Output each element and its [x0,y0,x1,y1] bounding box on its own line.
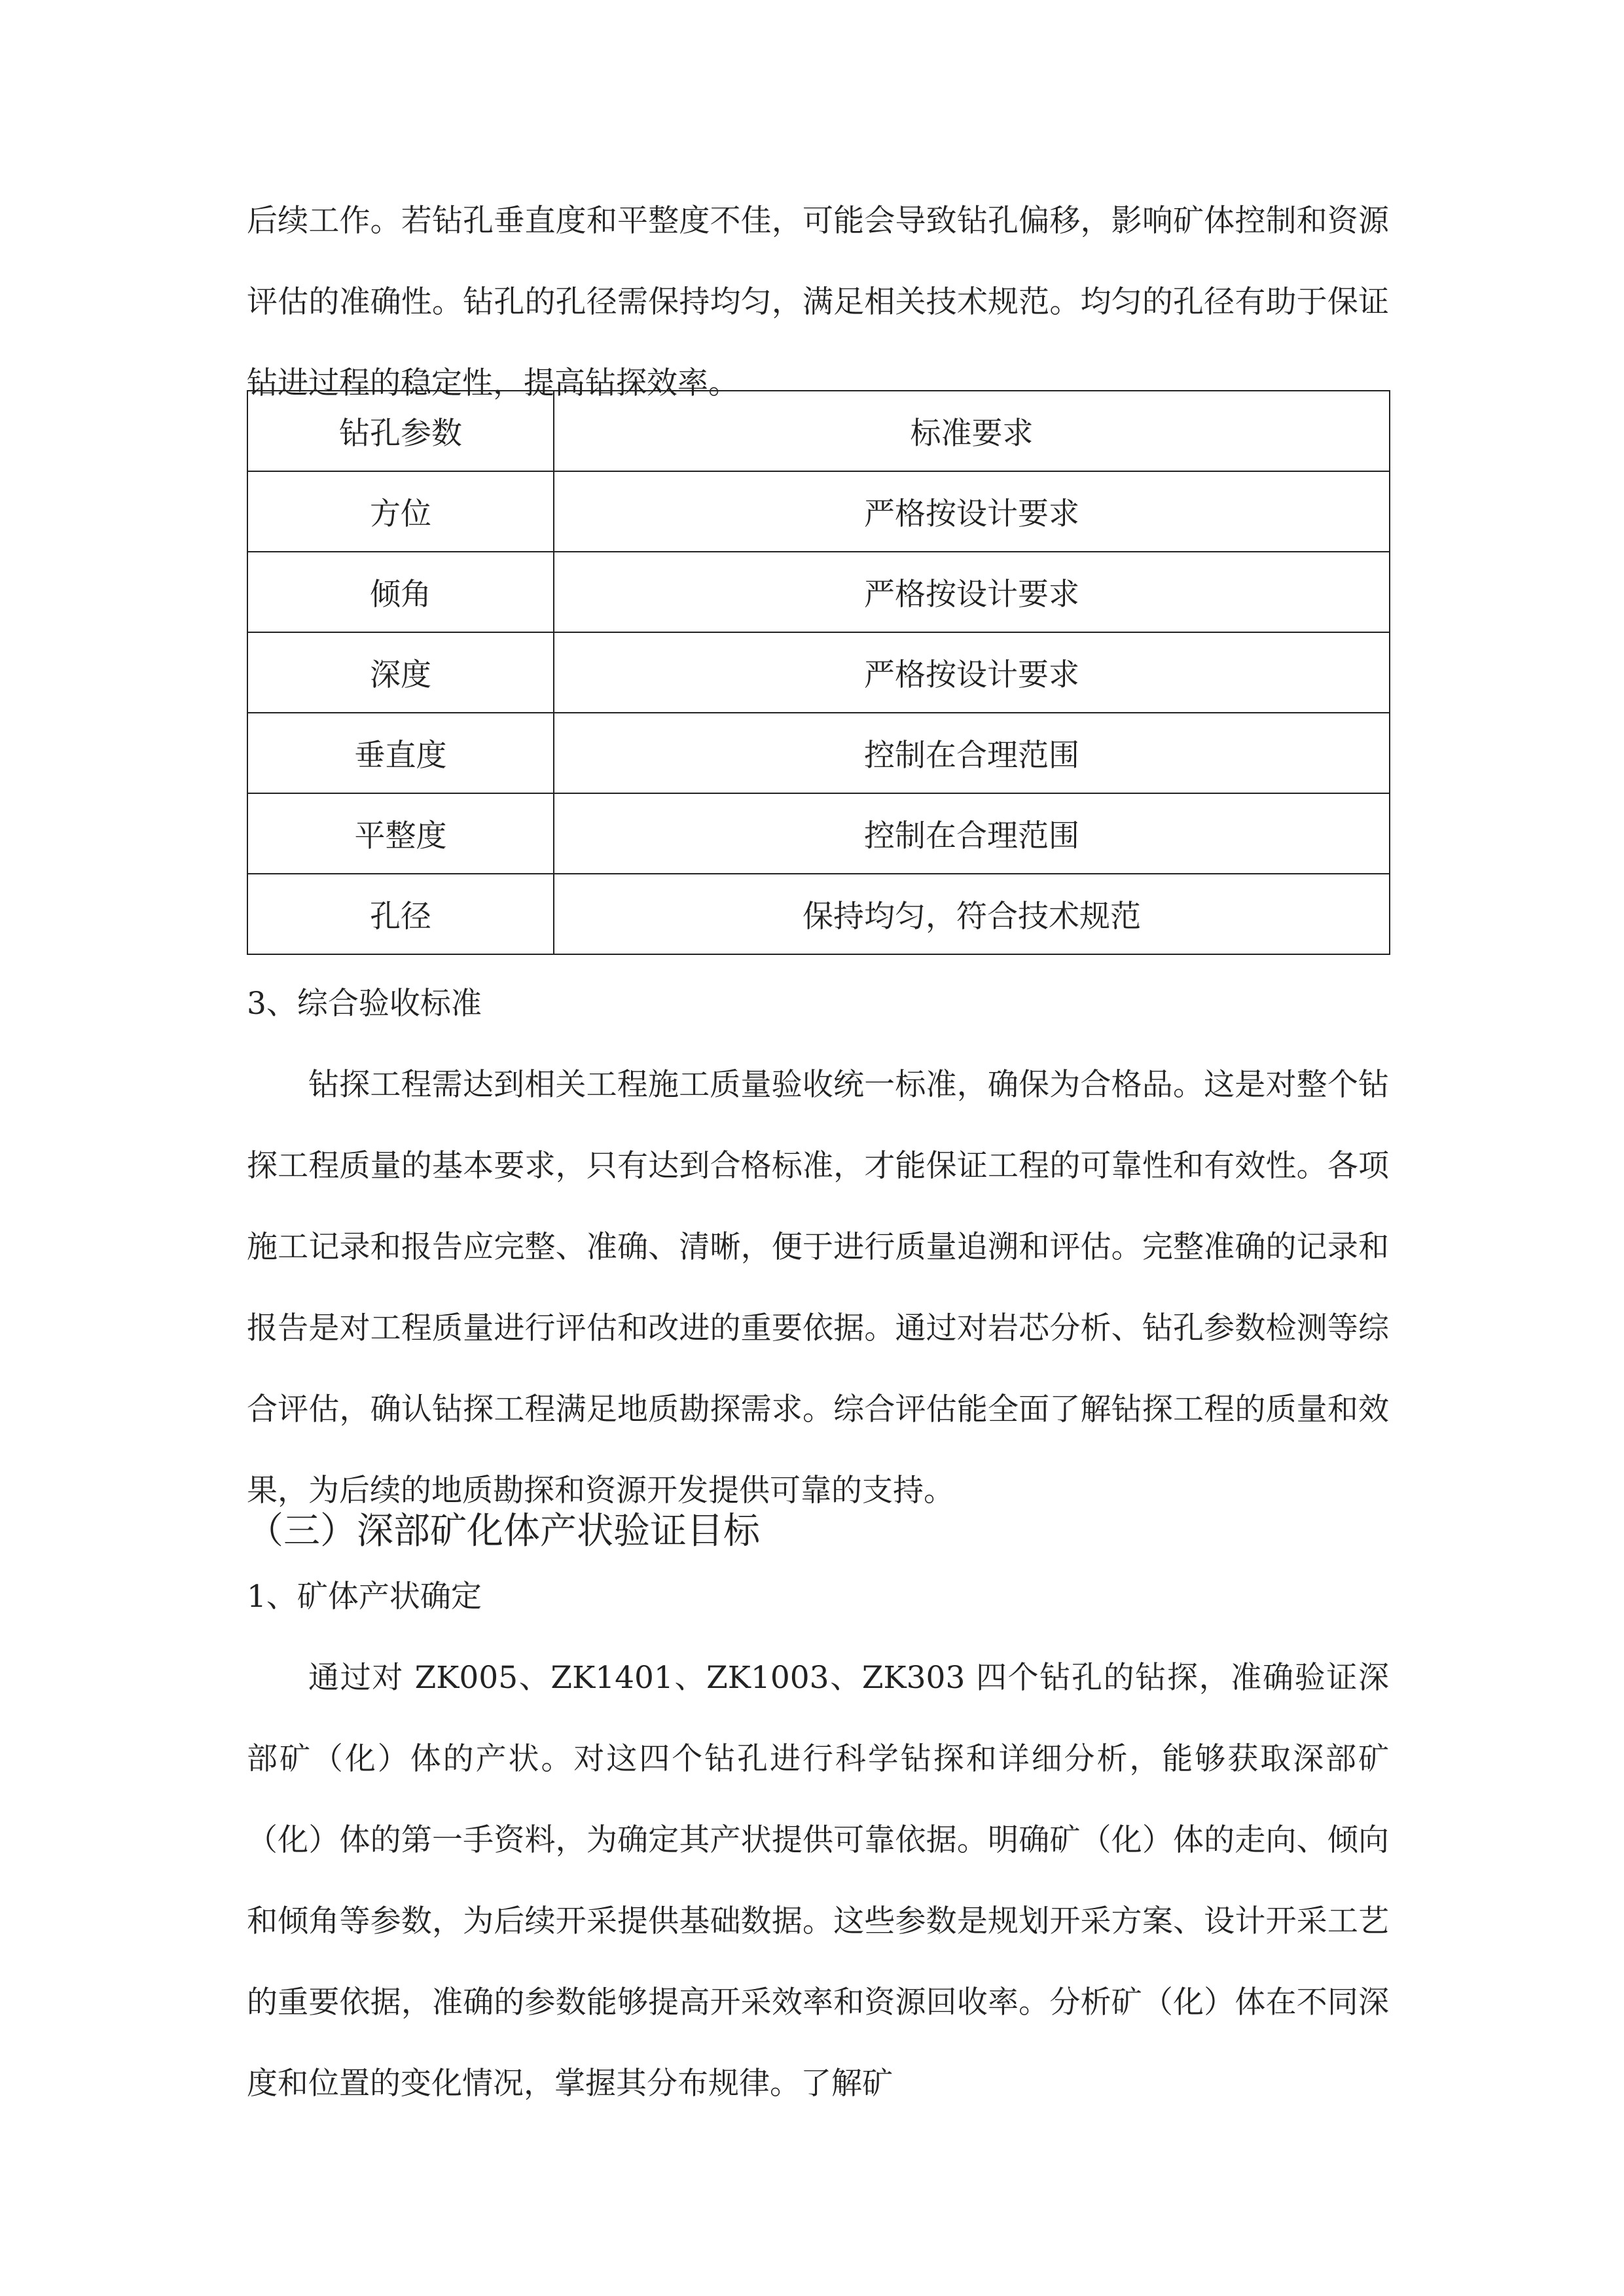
subsection-1 [247,1556,1389,2125]
intro-paragraph: 后续工作。若钻孔垂直度和平整度不佳，可能会导致钻孔偏移，影响矿体控制和资源评估的准确性。钻孔的孔径需保持均匀，满足相关技术规范。均匀的孔径有助于保证钻进过程的稳定性，提高钻探效率。 [247,203,1389,401]
table-cell-parameter: 倾角 [247,552,554,632]
table-row [247,874,1390,954]
section-3-title: 3、综合验收标准 [247,986,482,1022]
section-3-paragraph: 钻探工程需达到相关工程施工质量验收统一标准，确保为合格品。这是对整个钻探工程质量的基本要求，只有达到合格标准，才能保证工程的可靠性和有效性。各项施工记录和报告应完整、准确、清晰，便于进行质量追溯和评估。完整准确的记录和报告是对工程质量进行评估和改进的重要依据。通过对岩芯分析、钻孔参数检测等综合评估，确认钻探工程满足地质勘探需求。综合评估能全面了解钻探工程的质量和效果，为后续的地质勘探和资源开发提供可靠的支持。 [247,1067,1389,1509]
parameters-table [247,390,1390,955]
section-3 [247,963,1389,1532]
table-cell-requirement: 严格按设计要求 [554,552,1390,632]
table-row [247,552,1390,632]
table-cell-parameter: 垂直度 [247,713,554,793]
table-cell-requirement: 保持均匀，符合技术规范 [554,874,1390,954]
table-header-parameter: 钻孔参数 [247,391,554,471]
table-cell-requirement: 控制在合理范围 [554,713,1390,793]
table-cell-requirement: 严格按设计要求 [554,632,1390,713]
table-header-requirement: 标准要求 [554,391,1390,471]
table-row [247,793,1390,874]
section-heading: （三）深部矿化体产状验证目标 [247,1510,760,1552]
table-cell-parameter: 平整度 [247,793,554,874]
table-cell-parameter: 方位 [247,471,554,552]
subsection-1-paragraph: 通过对 ZK005、ZK1401、ZK1003、ZK303 四个钻孔的钻探，准确验证深部矿（化）体的产状。对这四个钻孔进行科学钻探和详细分析，能够获取深部矿（化）体的第一手资料，为确定其产状提供可靠依据。明确矿（化）体的走向、倾向和倾角等参数，为后续开采提供基础数据。这些参数是规划开采方案、设计开采工艺的重要依据，准确的参数能够提高开采效率和资源回收率。分析矿（化）体在不同深度和位置的变化情况，掌握其分布规律。了解矿 [247,1660,1389,2102]
table-cell-parameter: 深度 [247,632,554,713]
table-row [247,713,1390,793]
table-header-row [247,391,1390,471]
table-cell-requirement: 严格按设计要求 [554,471,1390,552]
subsection-1-title: 1、矿体产状确定 [247,1579,482,1615]
table-row [247,471,1390,552]
drilling-parameters-table [247,390,1389,955]
table-cell-requirement: 控制在合理范围 [554,793,1390,874]
table-row [247,632,1390,713]
table-cell-parameter: 孔径 [247,874,554,954]
